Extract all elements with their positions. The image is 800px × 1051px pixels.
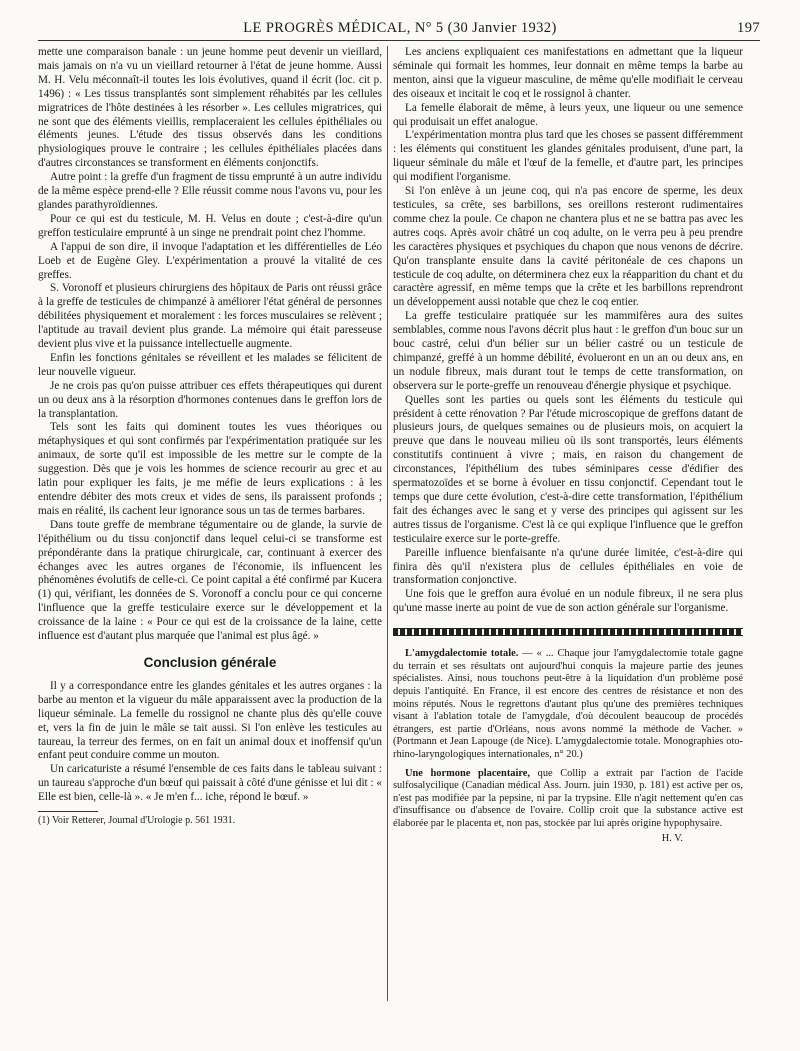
right-column (393, 46, 743, 846)
note-text: — « ... Chaque jour l'amygdalectomie totale gagne du terrain et ses résultats ont aujourd'hui conquis la majeure partie des jeunes spécialistes. Ainsi, nous touchons peut-être à la liquidation d'un problème posé depuis l'antiquité. En France, il est encore des centres de résistance et non des moins réputés. Nous le regrettons d'autant plus qu'une des premières techniques visant à l'ablation totale de l'amygdale, d'où découlent beaucoup de procédés étrangers, est partie d'Orléans, nous avons nommé la méthode de Vacher. » (Portmann et Jean Lapouge (de Nice). L'amygdalectomie totale. Monographies oto-rhino-laryngologiques internationales, n° 20.) (393, 648, 744, 760)
paragraph: mette une comparaison banale : un jeune homme peut devenir un vieillard, mais jamais on n'a vu un vieillard retourner à l'état de jeune homme. Aussi M. H. Velu méconnaît-il toutes les lois évolutives, quand il écrit (loc. cit p. 1496) : « Les tissus transplantés sont simplement réhabités par les cellules migratrices de l'hôte destinées à les résorber ». Les cellules migratrices, qui ne sont que des éléments vieillis, remplaceraient les cellules épithéliales ou éléments jeunes. L'étude des tissus observés dans les conditions physiologiques prouve le contraire ; les cellules épithéliales placées dans d'autres circonstances se transforment en éléments conjonctifs. (38, 46, 382, 170)
notes-section (393, 648, 743, 846)
paragraph: Il y a correspondance entre les glandes génitales et les autres organes : la barbe au menton et la vigueur du mâle apparaissent avec la production de la liqueur séminale. La femelle du rossignol ne chante plus dès qu'elle couve et, vers la fin de juin le mâle se tait aussi. Si l'on enlève les testicules au taureau, la terreur des fermes, on en fait un animal doux et inoffensif qu'un enfant peut conduire comme un mouton. (38, 679, 382, 762)
paragraph: La femelle élaborait de même, à leurs yeux, une liqueur ou une semence qui produisait un effet analogue. (393, 101, 743, 128)
header-rule (38, 40, 760, 41)
paragraph: Une fois que le greffon aura évolué en un nodule fibreux, il ne sera plus qu'une masse inerte au point de vue de son action générale sur l'organisme. (393, 588, 743, 615)
note-item (393, 648, 743, 761)
paragraph: L'expérimentation montra plus tard que les choses se passent différemment : les éléments qui constituent les glandes génitales produisent, d'une part, la liqueur séminale du mâle et l'œuf de la femelle, et d'autre part, les principes qui modifient l'organisme. (393, 129, 743, 184)
note-item (393, 768, 743, 831)
paragraph: Un caricaturiste a résumé l'ensemble de ces faits dans le tableau suivant : un taureau s'approche d'un bœuf qui paissait à côté d'une génisse et lui dit : « Elle est bien, celle-là ». « Je m'en f... iche, répond le bœuf. » (38, 763, 382, 804)
paragraph: Tels sont les faits qui dominent toutes les vues théoriques ou métaphysiques et qui sont confirmés par l'expérimentation pratiquée sur les animaux, de sorte qu'il est impossible de les mettre sur le compte de la suggestion. Dès que je vois les hommes de science recourir au grec et au latin pour expliquer les faits, je me méfie de leurs explications : à les entendre débiter des mots creux et vides de sens, ils paraissent profonds ; mais en réalité, ils cachent leur ignorance sous un tas de termes barbares. (38, 421, 382, 517)
paragraph: Pareille influence bienfaisante n'a qu'une durée limitée, c'est-à-dire qui finira dès qu'il n'existera plus de cellules épithéliales en voie de transformation conjonctive. (393, 546, 743, 587)
page-number: 197 (737, 20, 760, 36)
paragraph: Dans toute greffe de membrane tégumentaire ou de glande, la survie de l'épithélium ou du tissu conjonctif dans lequel celui-ci se transforme est prépondérante dans la pratique chirurgicale, car, continuant à exercer des échanges avec les autres organes de l'économie, ils influencent les phénomènes évolutifs de celle-ci. Ce point capital a été confirmé par Kucera (1) qui, vérifiant, les données de S. Voronoff a conclu pour ce qui concerne l'influence que la greffe testiculaire exerce sur le développement et la croissance de la laine : « Pour ce qui est de la croissance de la laine, cette influence est d'autant plus marquée que l'animal est plus âgé. » (38, 518, 382, 643)
ornamental-divider (393, 628, 743, 636)
note-lead: L'amygdalectomie totale. (405, 648, 519, 660)
paragraph: Je ne crois pas qu'on puisse attribuer ces effets thérapeutiques qui durent un ou deux ans à la résorption d'hormones contenues dans le greffon lors de la transplantation. (38, 379, 382, 420)
page-header (40, 20, 760, 40)
section-title: Conclusion générale (143, 654, 277, 670)
paragraph: Enfin les fonctions génitales se réveillent et les malades se félicitent de leur nouvelle vigueur. (38, 351, 382, 378)
journal-title: LE PROGRÈS MÉDICAL, N° 5 (30 Janvier 1932) (243, 20, 557, 36)
paragraph: Autre point : la greffe d'un fragment de tissu emprunté à un autre individu de la même espèce prend-elle ? Elle réussit comme nous l'avons vu, pour les glandes parathyroïdiennes. (38, 171, 382, 211)
paragraph: Quelles sont les parties ou quels sont les éléments du testicule qui président à cette rénovation ? Par l'étude microscopique de greffons datant de plusieurs jours, de quelques semaines ou de plusieurs mois, on acquiert la preuve que dans le nouveau milieu où ils sont transportés, leurs éléments constitutifs continuent à vivre ; mais, en raison du changement de circonstances, l'épithélium des tubes séminipares cesse d'édifier des spermatozoïdes et se borne à évoluer en tissu conjonctif. Cependant tout le temps que dure cette évolution, c'est-à-dire cette transformation, l'épithélium fait des échanges avec le sang et y verse des principes qui agissent sur les autres tissus de l'organisme. C'est là ce qui explique l'influence que le greffon testiculaire exerce sur le porte-greffe. (393, 393, 743, 545)
note-text: que Collip a extrait par l'action de l'acide sulfosalycilique (Canadian médical Ass. Journ. juin 1930, p. 181) est active per os, n'est pas modifiée par la pepsine, ni par la trypsine. Elle n'agit nettement qu'en cas d'insuffisance ou d'absence de l'ovaire. Collip croit que la substance active est élaborée par le placenta et, non pas, stockée par lui après origine hypophysaire. (393, 767, 743, 829)
note-lead: Une hormone placentaire, (405, 767, 530, 779)
signature: H. V. (661, 833, 683, 845)
footnote: (1) Voir Retterer, Journal d'Urologie p. 561 1931. (38, 815, 236, 827)
left-column (38, 46, 382, 827)
footnote-rule (38, 811, 98, 812)
paragraph: Si l'on enlève à un jeune coq, qui n'a pas encore de sperme, les deux testicules, sa crête, ses barbillons, ses oreillons resteront rudimentaires comme chez la poule. Ce chapon ne chantera plus et ne se battra pas avec les autres coqs. Après avoir châtré un coq adulte, on le verra peu à peu prendre les caractères physiques et psychiques du chapon que nous venons de décrire. Qu'on transplante ensuite dans la cavité péritonéale de ces chapons un testicule de coq adulte, on déterminera chez eux la réapparition du chant et du caractère agressif, en même temps que la crête et les barbillons reprendront un développement aussi notable que chez le coq entier. (393, 185, 743, 309)
paragraph: La greffe testiculaire pratiquée sur les mammifères aura des suites semblables, comme nous l'avons décrit plus haut : le greffon d'un bouc sur un bouc castré, celui d'un bélier sur un bélier castré ou un testicule de chimpanzé, greffé à un homme débilité, évolueront en un an ou deux ans, en un nodule fibreux, mais durant tout le temps de cette transformation, on observera sur le porte-greffe un renouveau d'énergie physique et psychique. (393, 310, 743, 392)
paragraph: Pour ce qui est du testicule, M. H. Velus en doute ; c'est-à-dire qu'un greffon testiculaire emprunté à un singe ne prendrait point chez l'homme. (38, 212, 382, 239)
paragraph: Les anciens expliquaient ces manifestations en admettant que la liqueur séminale qui formait les hommes, leur donnait en même temps la barbe au menton, ainsi que la vigueur masculine, de même qu'elle modifiait le cerveau des oiseaux et incitait le coq et le rossignol à chanter. (393, 46, 743, 100)
paragraph: A l'appui de son dire, il invoque l'adaptation et les différentielles de Léo Loeb et de Eugène Gley. L'expérimentation a prouvé la vitalité de ces greffes. (38, 240, 382, 281)
column-divider (387, 46, 388, 1001)
paragraph: S. Voronoff et plusieurs chirurgiens des hôpitaux de Paris ont réussi grâce à la greffe de testicules de chimpanzé à améliorer l'état général de personnes débilitées physiquement et moralement : les forces musculaires se relèvent ; l'aptitude au travail devient plus grande. La mémoire qui était paresseuse devient plus vive et la puissance intellectuelle augmente. (38, 282, 382, 351)
